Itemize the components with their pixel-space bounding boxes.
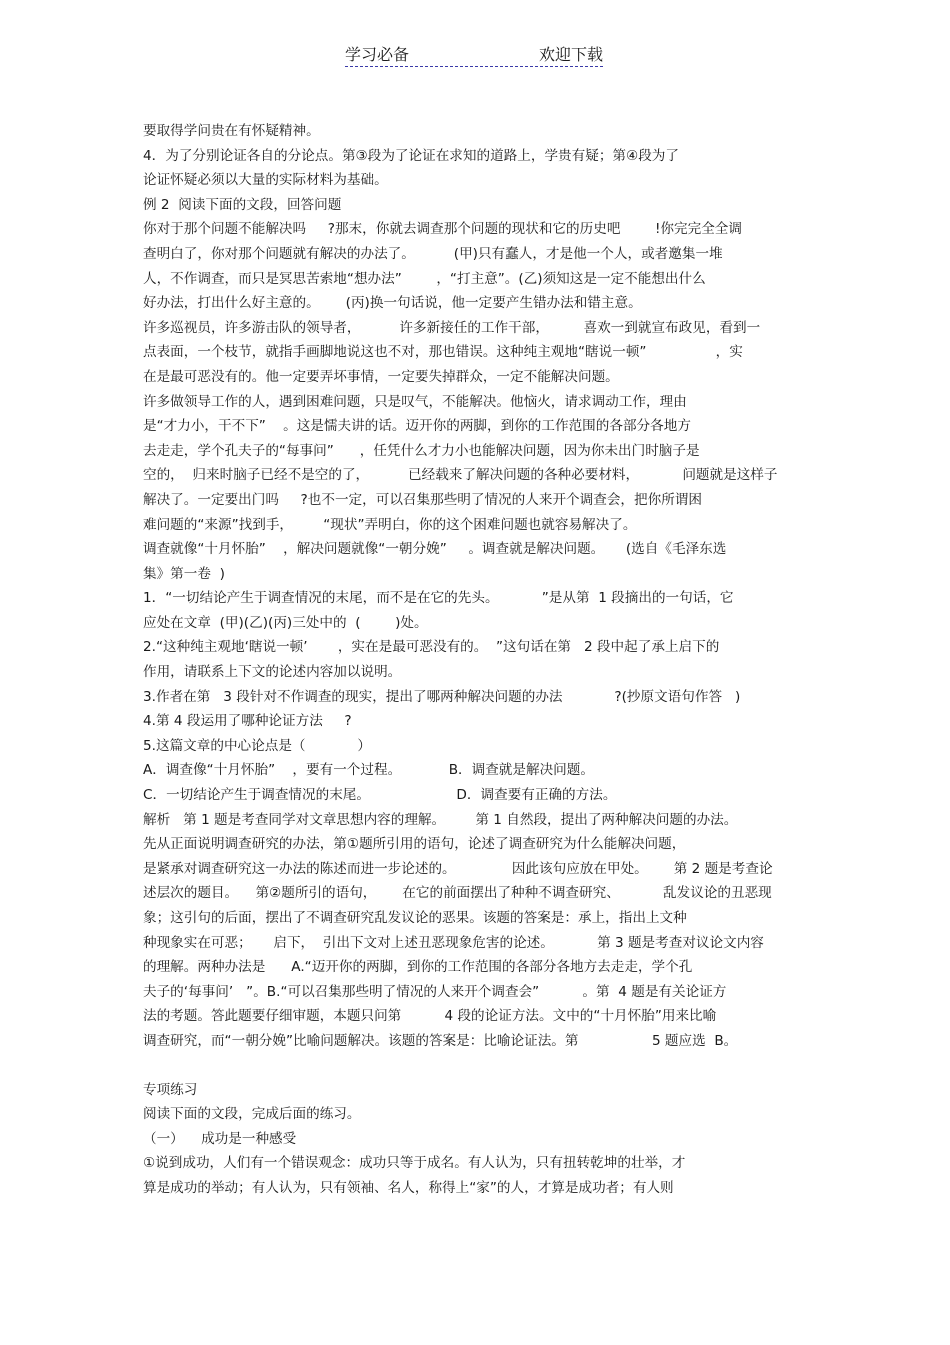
text-line: 3.作者在第 3 段针对不作调查的现实，提出了哪两种解决问题的办法 ?(抄原文语句作答 ): [143, 688, 741, 705]
text-line: 解决了。一定要出门吗 ?也不一定，可以召集那些明了情况的人来开个调查会，把你所谓困: [143, 491, 702, 508]
text-line: 4．为了分别论证各自的分论点。第③段为了论证在求知的道路上，学贵有疑；第④段为了: [143, 147, 679, 164]
text-line: 1．“一切结论产生于调查情况的末尾，而不是在它的先头。 ”是从第 1 段摘出的一句话，它: [143, 590, 734, 607]
text-line: 集》第一卷 ): [143, 565, 225, 582]
text-line: 在是最可恶没有的。他一定要弄坏事情，一定要失掉群众，一定不能解决问题。: [143, 368, 619, 385]
text-line: 是紧承对调查研究这一办法的陈述而进一步论述的。 因此该句应放在甲处。 第 2 题是考查论: [143, 860, 773, 877]
text-line: 你对于那个问题不能解决吗 ?那末，你就去调查那个问题的现状和它的历史吧 !你完完全全调: [143, 221, 742, 238]
text-line: 5.这篇文章的中心论点是（ ）: [143, 737, 371, 754]
text-line: 述层次的题目。 第②题所引的语句， 在它的前面摆出了种种不调查研究、 乱发议论的丑恶现: [143, 885, 772, 902]
text-line: 论证怀疑必须以大量的实际材料为基础。: [143, 172, 388, 189]
text-line: 法的考题。答此题要仔细审题，本题只问第 4 段的论证方法。文中的“十月怀胎”用来比喻: [143, 1008, 717, 1025]
text-line: 调查研究，而“一朝分娩”比喻问题解决。该题的答案是：比喻论证法。第 5 题应选 B。: [143, 1032, 738, 1049]
page-header: [345, 40, 603, 67]
text-line: 的理解。两种办法是 A.“迈开你的两脚，到你的工作范围的各部分各地方去走走，学个孔: [143, 959, 693, 976]
text-line: 要取得学问贵在有怀疑精神。: [143, 123, 320, 139]
text-line: A．调查像“十月怀胎” ，要有一个过程。 B．调查就是解决问题。: [143, 762, 594, 779]
text-line: 点表面，一个枝节，就指手画脚地说这也不对，那也错误。这种纯主观地“瞎说一顿” ，实: [143, 344, 743, 361]
text-line: 许多做领导工作的人，遇到困难问题，只是叹气，不能解决。他恼火，请求调动工作，理由: [143, 393, 687, 410]
text-line: 种现象实在可恶； 启下， 引出下文对上述丑恶现象危害的论述。 第 3 题是考查对议论文内容: [143, 934, 764, 951]
text-line: 应处在文章 (甲)(乙)(丙)三处中的 ( )处。: [143, 614, 428, 631]
text-line: 难问题的“来源”找到手， “现状”弄明白，你的这个困难问题也就容易解决了。: [143, 516, 637, 533]
text-line: 先从正面说明调查研究的办法，第①题所引用的语句，论述了调查研究为什么能解决问题，: [143, 836, 686, 853]
text-line: 2.“这种纯主观地‘瞎说一顿’ ，实在是最可恶没有的。 ”这句话在第 2 段中起了承上启下的: [143, 639, 720, 656]
header-left-text: 学习必备: [345, 45, 410, 64]
text-line: 人，不作调查，而只是冥思苦索地“想办法” ，“打主意”。(乙)须知这是一定不能想出什么: [143, 270, 706, 287]
text-line: 解析 第 1 题是考查同学对文章思想内容的理解。 第 1 自然段，提出了两种解决问题的办法。: [143, 811, 738, 828]
text-line: 查明白了，你对那个问题就有解决的办法了。 (甲)只有蠢人，才是他一个人，或者邀集一堆: [143, 245, 723, 262]
text-line: 算是成功的举动；有人认为，只有领袖、名人，称得上“家”的人，才算是成功者；有人则: [143, 1179, 674, 1196]
text-line: 去走走，学个孔夫子的“每事问” ，任凭什么才力小也能解决问题，因为你未出门时脑子是: [143, 442, 700, 459]
section-gap: [143, 1054, 813, 1078]
text-line: 专项练习: [143, 1081, 198, 1098]
text-line: 许多巡视员，许多游击队的领导者， 许多新接任的工作干部， 喜欢一到就宣布政见，看到一: [143, 319, 761, 336]
text-line: 是“才力小，干不下” 。这是懦夫讲的话。迈开你的两脚，到你的工作范围的各部分各地方: [143, 418, 691, 435]
text-line: 调查就像“十月怀胎” ，解决问题就像“一朝分娩” 。调查就是解决问题。 (选自《毛泽东选: [143, 541, 727, 558]
text-line: 阅读下面的文段，完成后面的练习。: [143, 1106, 361, 1123]
text-line: C．一切结论产生于调查情况的末尾。 D．调查要有正确的方法。: [143, 787, 617, 804]
text-line: 空的， 归来时脑子已经不是空的了， 已经载来了解决问题的各种必要材料， 问题就是这样子: [143, 467, 778, 484]
text-line: 夫子的‘每事问’ ”。B.“可以召集那些明了情况的人来开个调查会” 。第 4 题是有关论证方: [143, 983, 727, 1000]
document-body: [143, 119, 813, 1201]
text-line: 例 2 阅读下面的文段，回答问题: [143, 196, 342, 213]
text-line: 作用，请联系上下文的论述内容加以说明。: [143, 664, 402, 681]
example-section: [143, 119, 813, 1054]
text-line: 象；这引句的后面，摆出了不调查研究乱发议论的恶果。该题的答案是：承上，指出上文种: [143, 910, 687, 926]
text-line: ①说到成功，人们有一个错误观念：成功只等于成名。有人认为，只有扭转乾坤的壮举，才: [143, 1155, 686, 1172]
header-right-text: 欢迎下载: [538, 45, 603, 64]
practice-section: [143, 1078, 813, 1201]
text-line: 4.第 4 段运用了哪种论证方法 ?: [143, 713, 352, 730]
text-line: 好办法，打出什么好主意的。 (丙)换一句话说，他一定要产生错办法和错主意。: [143, 295, 642, 312]
text-line: （一） 成功是一种感受: [143, 1130, 297, 1147]
